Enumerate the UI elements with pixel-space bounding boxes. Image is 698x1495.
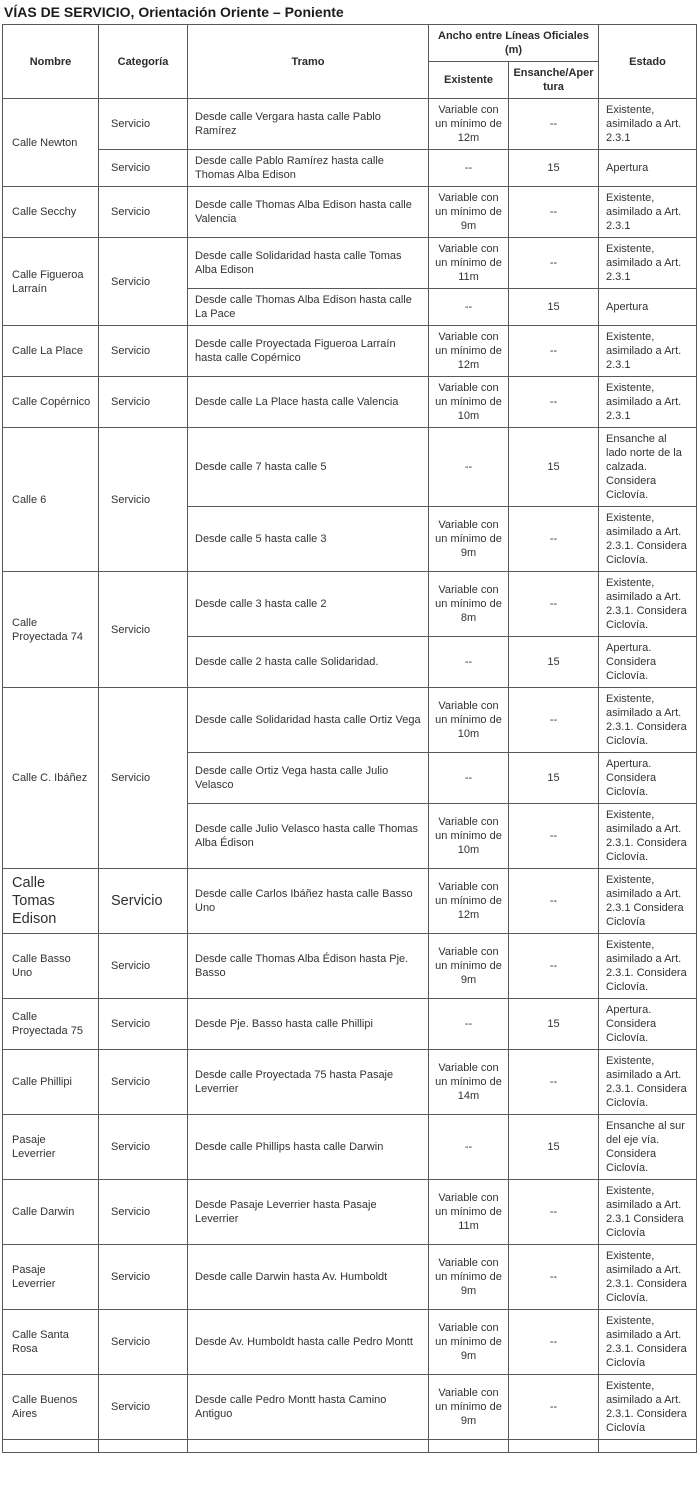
estado-cell: Existente, asimilado a Art. 2.3.1: [599, 326, 697, 377]
estado-cell: Ensanche al lado norte de la calzada. Considera Ciclovía.: [599, 428, 697, 507]
tramo-cell: Desde calle Ortiz Vega hasta calle Julio Velasco: [188, 753, 429, 804]
page-title: VÍAS DE SERVICIO, Orientación Oriente – Poniente: [4, 4, 344, 20]
column-header-estado: Estado: [599, 25, 697, 99]
ensanche-apertura-cell: --: [509, 1180, 599, 1245]
street-name-cell: Calle Figueroa Larraín: [3, 238, 99, 326]
table-row: [3, 187, 697, 238]
table-row: [3, 999, 697, 1050]
existente-cell: Variable con un mínimo de 8m: [429, 572, 509, 637]
existente-cell: Variable con un mínimo de 12m: [429, 326, 509, 377]
existente-cell: Variable con un mínimo de 14m: [429, 1050, 509, 1115]
street-name-cell: Calle Tomas Edison: [3, 869, 99, 934]
street-name-cell: Calle Phillipi: [3, 1050, 99, 1115]
ensanche-apertura-cell: --: [509, 1310, 599, 1375]
column-header-categoria: Categoría: [99, 25, 188, 99]
categoria-cell: Servicio: [99, 1050, 188, 1115]
existente-cell: --: [429, 637, 509, 688]
tramo-cell: Desde calle Proyectada Figueroa Larraín hasta calle Copérnico: [188, 326, 429, 377]
ensanche-apertura-cell: --: [509, 1050, 599, 1115]
tramo-cell: Desde Pasaje Leverrier hasta Pasaje Leverrier: [188, 1180, 429, 1245]
ensanche-apertura-cell: --: [509, 869, 599, 934]
categoria-cell: Servicio: [99, 934, 188, 999]
existente-cell: --: [429, 150, 509, 187]
estado-cell: Existente, asimilado a Art. 2.3.1. Considera Ciclovía.: [599, 934, 697, 999]
ensanche-apertura-cell: --: [509, 507, 599, 572]
estado-cell: Ensanche al sur del eje vía. Considera Ciclovía.: [599, 1115, 697, 1180]
ensanche-apertura-cell: 15: [509, 753, 599, 804]
tramo-cell: Desde calle 3 hasta calle 2: [188, 572, 429, 637]
tramo-cell: Desde Av. Humboldt hasta calle Pedro Montt: [188, 1310, 429, 1375]
ensanche-apertura-cell: 15: [509, 637, 599, 688]
table-row: [3, 1115, 697, 1180]
estado-cell: Existente, asimilado a Art. 2.3.1 Considera Ciclovía: [599, 869, 697, 934]
table-row: [3, 1180, 697, 1245]
existente-cell: Variable con un mínimo de 9m: [429, 187, 509, 238]
street-name-cell: Calle Secchy: [3, 187, 99, 238]
categoria-cell: Servicio: [99, 1310, 188, 1375]
street-name-cell: Calle Newton: [3, 99, 99, 187]
existente-cell: Variable con un mínimo de 9m: [429, 1245, 509, 1310]
estado-cell: Apertura: [599, 150, 697, 187]
estado-cell: Existente, asimilado a Art. 2.3.1. Considera Ciclovía.: [599, 507, 697, 572]
table-row: [3, 377, 697, 428]
existente-cell: Variable con un mínimo de 11m: [429, 238, 509, 289]
street-name-cell: Calle Buenos Aires: [3, 1375, 99, 1440]
estado-cell: Existente, asimilado a Art. 2.3.1: [599, 238, 697, 289]
table-row: [3, 572, 697, 637]
ensanche-apertura-cell: --: [509, 934, 599, 999]
ensanche-apertura-cell: --: [509, 187, 599, 238]
categoria-cell: Servicio: [99, 428, 188, 572]
categoria-cell: Servicio: [99, 572, 188, 688]
table-row: [3, 99, 697, 150]
header-row-top: [3, 25, 697, 62]
existente-cell: --: [429, 999, 509, 1050]
estado-cell: Existente, asimilado a Art. 2.3.1. Considera Ciclovía: [599, 1375, 697, 1440]
table-body: [3, 99, 697, 1453]
ensanche-apertura-cell: --: [509, 99, 599, 150]
table-row: [3, 428, 697, 507]
column-group-header-ancho: Ancho entre Líneas Oficiales (m): [429, 25, 599, 62]
estado-cell: Apertura: [599, 289, 697, 326]
table-row: [3, 869, 697, 934]
estado-cell: Existente, asimilado a Art. 2.3.1. Considera Ciclovía.: [599, 688, 697, 753]
categoria-cell: Servicio: [99, 150, 188, 187]
table-row: [3, 1050, 697, 1115]
existente-cell: Variable con un mínimo de 12m: [429, 99, 509, 150]
ensanche-apertura-cell: --: [509, 377, 599, 428]
tramo-cell: Desde calle 5 hasta calle 3: [188, 507, 429, 572]
categoria-cell: Servicio: [99, 238, 188, 326]
ensanche-apertura-cell: 15: [509, 289, 599, 326]
ensanche-apertura-cell: --: [509, 688, 599, 753]
partial-row: [3, 1440, 697, 1453]
column-header-nombre: Nombre: [3, 25, 99, 99]
estado-cell: Existente, asimilado a Art. 2.3.1: [599, 99, 697, 150]
table-row: [3, 326, 697, 377]
tramo-cell: Desde calle Darwin hasta Av. Humboldt: [188, 1245, 429, 1310]
categoria-cell: Servicio: [99, 99, 188, 150]
street-name-cell: [3, 1440, 99, 1453]
street-name-cell: Calle 6: [3, 428, 99, 572]
ensanche-apertura-cell: --: [509, 1245, 599, 1310]
street-name-cell: Calle C. Ibáñez: [3, 688, 99, 869]
tramo-cell: Desde calle Phillips hasta calle Darwin: [188, 1115, 429, 1180]
street-name-cell: Calle Darwin: [3, 1180, 99, 1245]
estado-cell: Existente, asimilado a Art. 2.3.1: [599, 377, 697, 428]
categoria-cell: Servicio: [99, 869, 188, 934]
street-name-cell: Calle Basso Uno: [3, 934, 99, 999]
street-name-cell: Calle Proyectada 74: [3, 572, 99, 688]
tramo-cell: Desde calle Pedro Montt hasta Camino Antiguo: [188, 1375, 429, 1440]
categoria-cell: Servicio: [99, 1245, 188, 1310]
tramo-cell: Desde calle Vergara hasta calle Pablo Ramírez: [188, 99, 429, 150]
tramo-cell: Desde calle Thomas Alba Édison hasta Pje. Basso: [188, 934, 429, 999]
tramo-cell: Desde calle Carlos Ibáñez hasta calle Basso Uno: [188, 869, 429, 934]
existente-cell: Variable con un mínimo de 9m: [429, 934, 509, 999]
table-header: [3, 25, 697, 99]
ensanche-apertura-cell: 15: [509, 1115, 599, 1180]
existente-cell: --: [429, 753, 509, 804]
categoria-cell: Servicio: [99, 187, 188, 238]
tramo-cell: Desde Pje. Basso hasta calle Phillipi: [188, 999, 429, 1050]
street-name-cell: Calle Proyectada 75: [3, 999, 99, 1050]
categoria-cell: Servicio: [99, 1115, 188, 1180]
ensanche-apertura-cell: 15: [509, 999, 599, 1050]
categoria-cell: [99, 1440, 188, 1453]
estado-cell: Existente, asimilado a Art. 2.3.1. Considera Ciclovía.: [599, 1050, 697, 1115]
tramo-cell: Desde calle Pablo Ramírez hasta calle Thomas Alba Edison: [188, 150, 429, 187]
estado-cell: Apertura. Considera Ciclovía.: [599, 637, 697, 688]
ensanche-apertura-cell: --: [509, 326, 599, 377]
tramo-cell: Desde calle Solidaridad hasta calle Tomas Alba Edison: [188, 238, 429, 289]
existente-cell: [429, 1440, 509, 1453]
ensanche-apertura-cell: --: [509, 804, 599, 869]
estado-cell: Existente, asimilado a Art. 2.3.1. Considera Ciclovía.: [599, 1245, 697, 1310]
existente-cell: --: [429, 428, 509, 507]
existente-cell: Variable con un mínimo de 9m: [429, 1375, 509, 1440]
existente-cell: Variable con un mínimo de 10m: [429, 377, 509, 428]
street-name-cell: Pasaje Leverrier: [3, 1245, 99, 1310]
estado-cell: Apertura. Considera Ciclovía.: [599, 753, 697, 804]
street-name-cell: Calle Santa Rosa: [3, 1310, 99, 1375]
existente-cell: --: [429, 289, 509, 326]
estado-cell: Apertura. Considera Ciclovía.: [599, 999, 697, 1050]
estado-cell: Existente, asimilado a Art. 2.3.1. Considera Ciclovía.: [599, 572, 697, 637]
table-row: [3, 150, 697, 187]
table-row: [3, 1310, 697, 1375]
categoria-cell: Servicio: [99, 688, 188, 869]
ensanche-apertura-cell: --: [509, 572, 599, 637]
table-row: [3, 934, 697, 999]
tramo-cell: Desde calle La Place hasta calle Valencia: [188, 377, 429, 428]
ensanche-apertura-cell: --: [509, 1375, 599, 1440]
tramo-cell: Desde calle Thomas Alba Edison hasta calle La Pace: [188, 289, 429, 326]
ensanche-apertura-cell: [509, 1440, 599, 1453]
existente-cell: Variable con un mínimo de 9m: [429, 507, 509, 572]
tramo-cell: Desde calle Thomas Alba Edison hasta calle Valencia: [188, 187, 429, 238]
existente-cell: --: [429, 1115, 509, 1180]
existente-cell: Variable con un mínimo de 10m: [429, 804, 509, 869]
table-row: [3, 1375, 697, 1440]
categoria-cell: Servicio: [99, 1180, 188, 1245]
column-header-ensanche-apertura: Ensanche/Apertura: [509, 62, 599, 99]
street-name-cell: Calle Copérnico: [3, 377, 99, 428]
estado-cell: Existente, asimilado a Art. 2.3.1. Considera Ciclovía: [599, 1310, 697, 1375]
categoria-cell: Servicio: [99, 326, 188, 377]
tramo-cell: Desde calle 2 hasta calle Solidaridad.: [188, 637, 429, 688]
estado-cell: Existente, asimilado a Art. 2.3.1 Considera Ciclovía: [599, 1180, 697, 1245]
estado-cell: Existente, asimilado a Art. 2.3.1: [599, 187, 697, 238]
tramo-cell: Desde calle 7 hasta calle 5: [188, 428, 429, 507]
estado-cell: [599, 1440, 697, 1453]
estado-cell: Existente, asimilado a Art. 2.3.1. Considera Ciclovía.: [599, 804, 697, 869]
categoria-cell: Servicio: [99, 999, 188, 1050]
tramo-cell: Desde calle Solidaridad hasta calle Ortiz Vega: [188, 688, 429, 753]
street-name-cell: Pasaje Leverrier: [3, 1115, 99, 1180]
ensanche-apertura-cell: --: [509, 238, 599, 289]
categoria-cell: Servicio: [99, 1375, 188, 1440]
column-header-tramo: Tramo: [188, 25, 429, 99]
existente-cell: Variable con un mínimo de 11m: [429, 1180, 509, 1245]
table-row: [3, 688, 697, 753]
existente-cell: Variable con un mínimo de 10m: [429, 688, 509, 753]
tramo-cell: Desde calle Julio Velasco hasta calle Thomas Alba Édison: [188, 804, 429, 869]
street-name-cell: Calle La Place: [3, 326, 99, 377]
ensanche-apertura-cell: 15: [509, 150, 599, 187]
table-row: [3, 238, 697, 289]
tramo-cell: [188, 1440, 429, 1453]
column-header-existente: Existente: [429, 62, 509, 99]
vias-servicio-table: [2, 24, 697, 1453]
categoria-cell: Servicio: [99, 377, 188, 428]
existente-cell: Variable con un mínimo de 12m: [429, 869, 509, 934]
ensanche-apertura-cell: 15: [509, 428, 599, 507]
table-row: [3, 1245, 697, 1310]
existente-cell: Variable con un mínimo de 9m: [429, 1310, 509, 1375]
tramo-cell: Desde calle Proyectada 75 hasta Pasaje Leverrier: [188, 1050, 429, 1115]
